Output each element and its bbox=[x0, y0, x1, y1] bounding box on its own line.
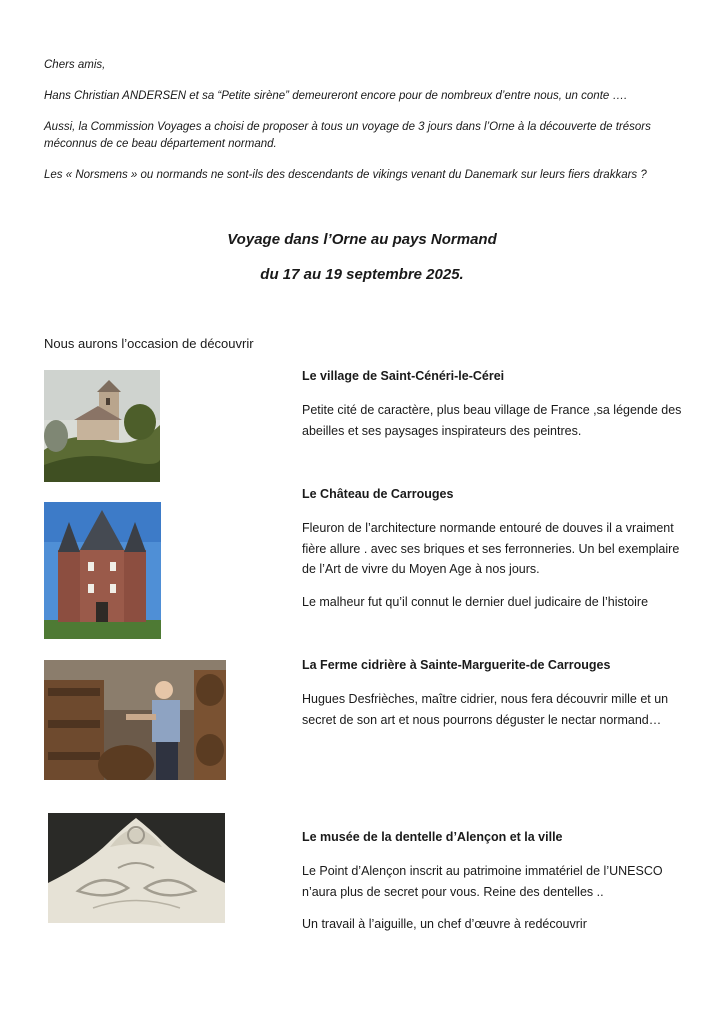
chateau-photo bbox=[44, 502, 161, 639]
lead-text: Nous aurons l’occasion de découvrir bbox=[44, 336, 254, 351]
trip-title: Voyage dans l’Orne au pays Normand bbox=[227, 231, 497, 248]
section-text-lace: Le Point d’Alençon inscrit au patrimoine immatériel de l’UNESCO n’aura plus de secret pour vous. Reine des dentelles .. bbox=[302, 864, 663, 899]
intro-paragraph-1: Hans Christian ANDERSEN et sa “Petite sirène” demeureront encore pour de nombreux d’entre nous, un conte …. bbox=[44, 90, 628, 102]
intro-paragraph-3: Les « Norsmens » ou normands ne sont-ils des descendants de vikings venant du Danemark sur leurs fiers drakkars ? bbox=[44, 169, 647, 181]
trip-dates: du 17 au 19 septembre 2025. bbox=[260, 266, 464, 283]
intro-paragraph-2: Aussi, la Commission Voyages a choisi de proposer à tous un voyage de 3 jours dans l’Orne à la découverte de trésors méconnus de ce beau département normand. bbox=[44, 121, 651, 150]
section-title-cider: La Ferme cidrière à Sainte-Marguerite-de Carrouges bbox=[302, 658, 611, 672]
village-church-photo bbox=[44, 370, 160, 482]
section-text-chateau-2: Le malheur fut qu’il connut le dernier duel judicaire de l’histoire bbox=[302, 595, 649, 609]
section-text-lace-2: Un travail à l’aiguille, un chef d’œuvre à redécouvrir bbox=[302, 917, 587, 931]
section-title-village: Le village de Saint-Cénéri-le-Cérei bbox=[302, 369, 505, 383]
lace-photo bbox=[48, 813, 225, 923]
cider-farm-photo bbox=[44, 660, 226, 780]
section-title-lace: Le musée de la dentelle d’Alençon et la ville bbox=[302, 830, 563, 844]
section-text-chateau: Fleuron de l’architecture normande entouré de douves il a vraiment fière allure . avec ses briques et ses ferronneries. Un bel exemplaire de l’Art de vivre du Moyen Age à nos jours. bbox=[302, 521, 680, 576]
greeting: Chers amis, bbox=[44, 59, 106, 71]
section-title-chateau: Le Château de Carrouges bbox=[302, 487, 454, 501]
section-text-village: Petite cité de caractère, plus beau village de France ,sa légende des abeilles et ses paysages inspirateurs des peintres. bbox=[302, 403, 682, 438]
section-text-cider: Hugues Desfrièches, maître cidrier, nous fera découvrir mille et un secret de son art et nous pourrons déguster le nectar normand… bbox=[302, 692, 669, 727]
